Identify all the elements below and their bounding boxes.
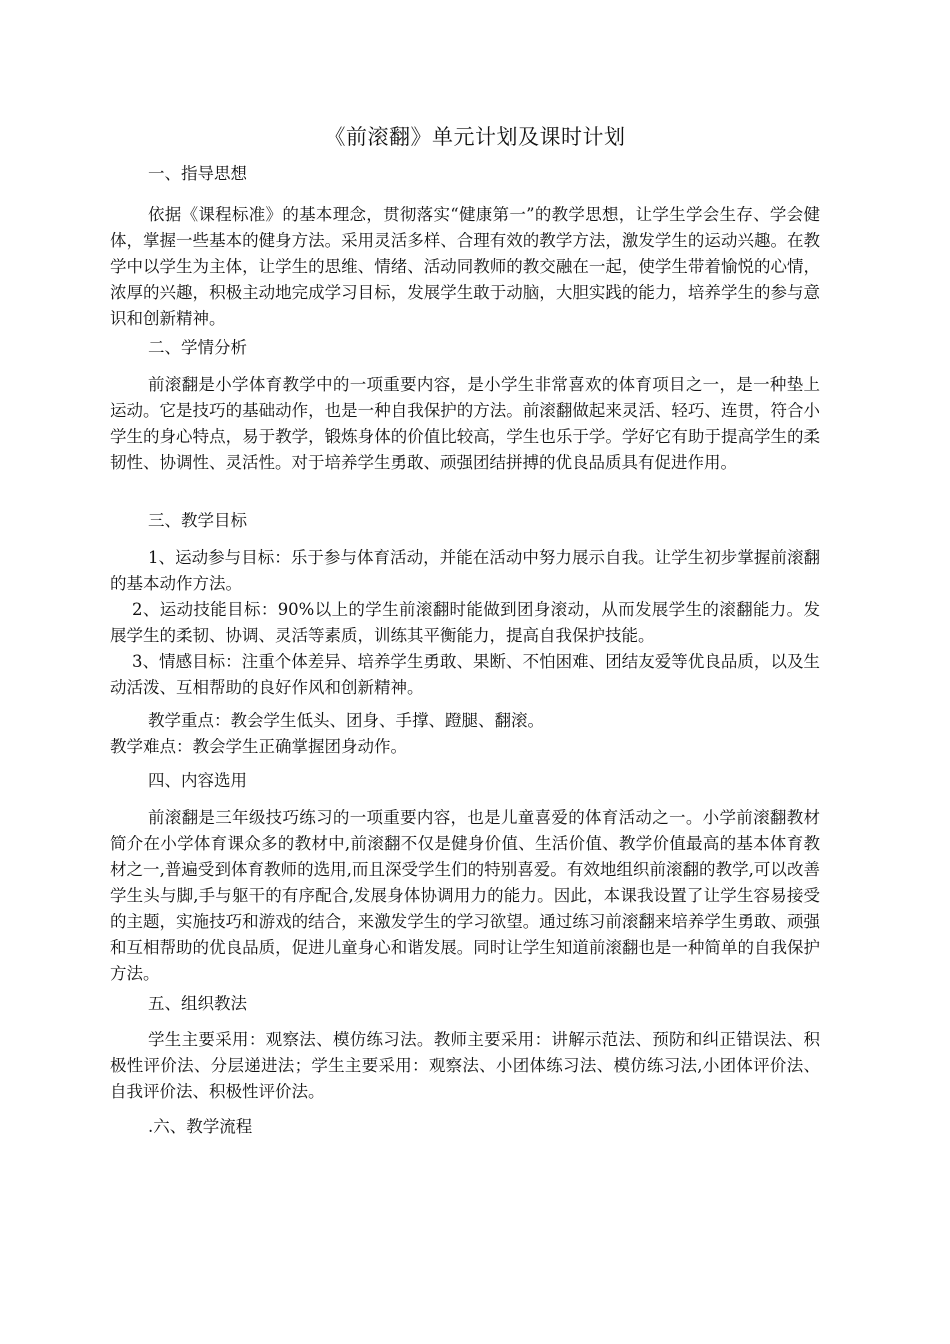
goal-participation: 1、运动参与目标：乐于参与体育活动，并能在活动中努力展示自我。让学生初步掌握前滚翻的基本动作方法。 — [110, 548, 820, 593]
section-heading-student-analysis: 二、学情分析 — [148, 338, 247, 357]
section-heading-guiding-ideology: 一、指导思想 — [148, 164, 247, 183]
teaching-key-point: 教学重点：教会学生低头、团身、手撑、蹬腿、翻滚。 — [148, 711, 544, 730]
section-heading-teaching-methods: 五、组织教法 — [148, 994, 247, 1013]
section-heading-teaching-goals: 三、教学目标 — [148, 511, 247, 530]
paragraph-content-selection: 前滚翻是三年级技巧练习的一项重要内容，也是儿童喜爱的体育活动之一。小学前滚翻教材简介在小学体育课众多的教材中,前滚翻不仅是健身价值、生活价值、教学价值最高的基本体育教材之一,普遍受到体育教师的选用,而且深受学生们的特别喜爱。有效地组织前滚翻的教学,可以改善学生头与脚,手与躯干的有序配合,发展身体协调用力的能力。因此，本课我设置了让学生容易接受的主题，实施技巧和游戏的结合，来激发学生的学习欲望。通过练习前滚翻来培养学生勇敢、顽强和互相帮助的优良品质，促进儿童身心和谐发展。同时让学生知道前滚翻也是一种简单的自我保护方法。 — [110, 808, 820, 983]
section-heading-content-selection: 四、内容选用 — [148, 771, 247, 790]
goal-skill: 2、运动技能目标：90%以上的学生前滚翻时能做到团身滚动，从而发展学生的滚翻能力。发展学生的柔韧、协调、灵活等素质，训练其平衡能力，提高自我保护技能。 — [110, 600, 820, 645]
paragraph-student-analysis: 前滚翻是小学体育教学中的一项重要内容，是小学生非常喜欢的体育项目之一，是一种垫上运动。它是技巧的基础动作，也是一种自我保护的方法。前滚翻做起来灵活、轻巧、连贯，符合小学生的身心特点，易于教学，锻炼身体的价值比较高，学生也乐于学。学好它有助于提高学生的柔韧性、协调性、灵活性。对于培养学生勇敢、顽强团结拼搏的优良品质具有促进作用。 — [110, 375, 820, 472]
paragraph-teaching-methods: 学生主要采用：观察法、模仿练习法。教师主要采用：讲解示范法、预防和纠正错误法、积极性评价法、分层递进法；学生主要采用：观察法、小团体练习法、模仿练习法,小团体评价法、自我评价法、积极性评价法。 — [110, 1030, 820, 1101]
section-heading-teaching-process: .六、教学流程 — [148, 1117, 253, 1136]
document-title: 《前滚翻》单元计划及课时计划 — [324, 125, 626, 149]
paragraph-guiding-ideology: 依据《课程标准》的基本理念，贯彻落实“健康第一”的教学思想，让学生学会生存、学会健体，掌握一些基本的健身方法。采用灵活多样、合理有效的教学方法，激发学生的运动兴趣。在教学中以学生为主体，让学生的思维、情绪、活动同教师的教交融在一起，使学生带着愉悦的心情，浓厚的兴趣，积极主动地完成学习目标，发展学生敢于动脑，大胆实践的能力，培养学生的参与意识和创新精神。 — [110, 205, 820, 328]
goal-emotion: 3、情感目标：注重个体差异、培养学生勇敢、果断、不怕困难、团结友爱等优良品质，以及生动活泼、互相帮助的良好作风和创新精神。 — [110, 652, 820, 697]
teaching-difficulty: 教学难点：教会学生正确掌握团身动作。 — [110, 737, 407, 756]
